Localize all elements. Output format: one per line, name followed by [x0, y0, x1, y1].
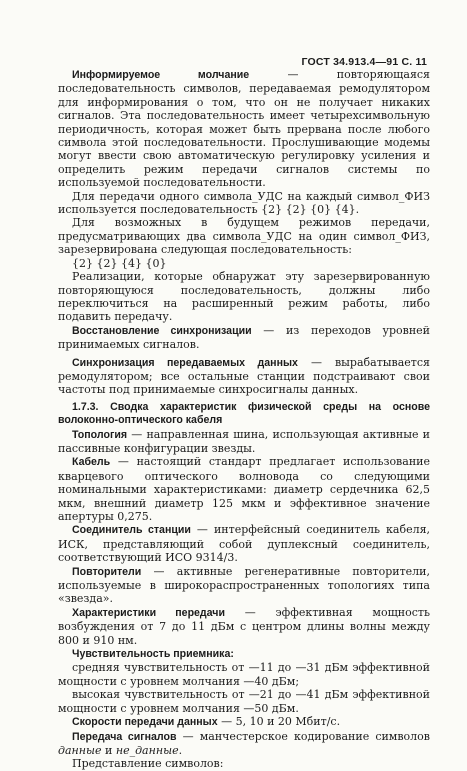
paragraph-high-sensitivity: высокая чувствительность от —21 до —41 дБм эффективной мощности с уровнем молчания —50 дБм. — [58, 688, 430, 715]
running-header: ГОСТ 34.913.4—91 С. 11 — [301, 56, 427, 68]
paragraph-sync-recovery: Восстановление синхронизации — из переходов уровней принимаемых сигналов. — [58, 323, 430, 352]
paragraph-medium-sensitivity: средняя чувствительность от —11 до —31 дБм эффективной мощности с уровнем молчания —40 дБм; — [58, 661, 430, 688]
term: Информируемое молчание — [72, 69, 250, 81]
paragraph-symbol-representation: Представление символов: — [72, 757, 224, 771]
paragraph-topology: Топология — направленная шина, использующая активные и пассивные конфигурации звезды. — [58, 427, 430, 455]
paragraph-cable: Кабель — настоящий стандарт предлагает использование кварцевого оптического волновода со следующими номинальными характеристиками: диаметр сердечника 62,5 мкм, внешний диаметр 125 мкм и эффективное значение апертуры 0,275. — [58, 455, 430, 523]
paragraph-receiver-sensitivity: Чувствительность приемника: — [72, 648, 234, 661]
paragraph-repeaters: Повторители — активные регенеративные повторители, используемые в широкораспространенных топологиях типа «звезда». — [58, 564, 430, 606]
paragraph-future-modes: Для возможных в будущем режимов передачи, предусматривающих два символа_УДС на один символ_ФИЗ, зарезервирована следующая последовательность: — [58, 216, 430, 257]
section-heading-1-7-3: 1.7.3. Сводка характеристик физической среды на основе волоконно-оптического кабеля — [58, 400, 430, 427]
paragraph-implementations: Реализации, которые обнаружат эту зарезервированную повторяющуюся последовательность, должны либо переключиться на расширенный режим работы, либо подавить передачу. — [58, 270, 430, 324]
paragraph-informed-silence: Информируемое молчание — повторяющаяся последовательность символов, передаваемая ремодулятором для информирования о том, что он не получает никаких сигналов. Эта последовательность имеет четырехсимвольную периодичность, которая может быть прервана после любого символа этой последовательности. Прослушивающие модемы могут ввести свою автоматическую регулировку усиления и определить режим передачи сигналов системы по используемой последовательности. — [58, 68, 430, 190]
paragraph-tx-characteristics: Характеристики передачи — эффективная мощность возбуждения от 7 до 11 дБм с центром длины волны между 800 и 910 нм. — [58, 605, 430, 647]
paragraph-sequence-uds: Для передачи одного символа_УДС на каждый символ_ФИЗ используется последовательность {2} {2} {0} {4}. — [58, 189, 430, 217]
paragraph-station-connector: Соединитель станции — интерфейсный соединитель кабеля, ИСК, представляющий собой дуплексный соединитель, соответствующий ИСО 9314/3. — [58, 523, 431, 565]
paragraph-tx-sync: Синхронизация передаваемых данных — вырабатывается ремодулятором; все остальные станции подстраивают свои частоты под принимаемые синхросигналы данных. — [58, 355, 430, 397]
paragraph-reserved-sequence: {2} {2} {4} {0} — [72, 256, 167, 270]
paragraph-data-rates: Скорости передачи данных — 5, 10 и 20 Мбит/с. — [72, 715, 341, 729]
paragraph-signalling: Передача сигналов — манчестерское кодирование символов данные и не_данные. — [58, 729, 430, 757]
page-body — [58, 68, 430, 771]
